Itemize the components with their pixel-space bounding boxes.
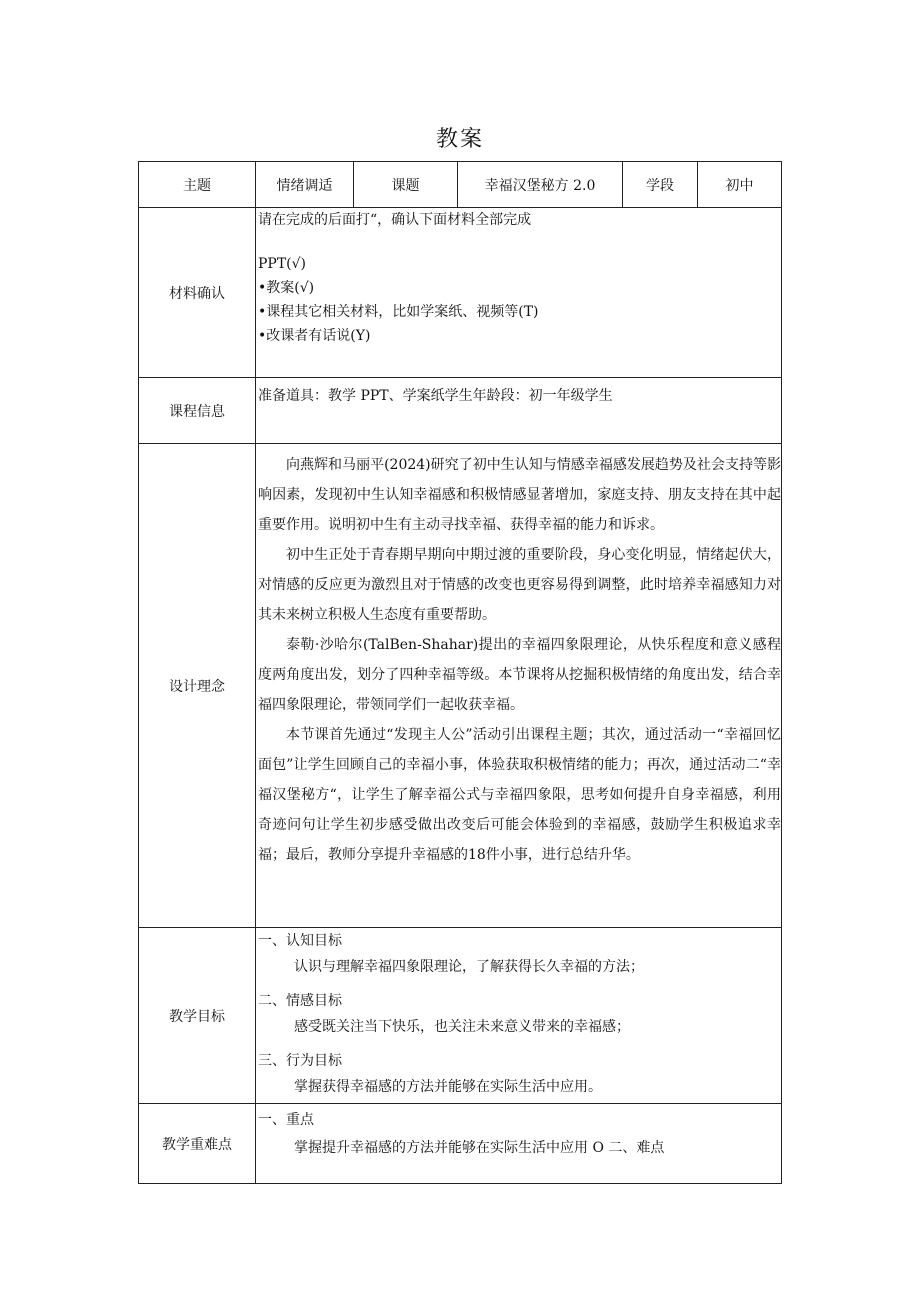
key-points-text: 掌握提升幸福感的方法并能够在实际生活中应用 O 二、难点 [294, 1140, 665, 1156]
objective-behavioral-heading: 三、行为目标 [258, 1053, 342, 1069]
materials-item-lesson-plan: •教案(√) [258, 280, 315, 296]
lesson-plan-table [138, 161, 782, 1184]
design-paragraph-4: 本节课首先通过“发现主人公”活动引出课程主题；其次，通过活动一“幸福回忆面包”让学生回顾自己的幸福小事，体验获取积极情绪的能力；再次，通过活动二“幸福汉堡秘方“，让学生了解幸福公式与幸福四象限，思考如何提升自身幸福感，利用奇迹问句让学生初步感受做出改变后可能会体验到的幸福感，鼓励学生积极追求幸福；最后，教师分享提升幸福感的18件小事，进行总结升华。 [258, 727, 781, 863]
objective-emotional-heading: 二、情感目标 [258, 993, 342, 1009]
design-paragraph-1: 向燕辉和马丽平(2024)研究了初中生认知与情感幸福感发展趋势及社会支持等影响因素，发现初中生认知幸福感和积极情感显著增加，家庭支持、朋友支持在其中起重要作用。说明初中生有主动寻找幸福、获得幸福的能力和诉求。 [258, 457, 781, 533]
materials-instruction: 请在完成的后面打“，确认下面材料全部完成 [258, 212, 532, 228]
objectives-label: 教学目标 [139, 928, 256, 1104]
course-info-text: 准备道具：教学 PPT、学案纸学生年龄段：初一年级学生 [258, 388, 613, 404]
objectives-row [139, 928, 782, 1104]
design-paragraph-3: 泰勒·沙哈尔(TalBen-Shahar)提出的幸福四象限理论，从快乐程度和意义感程度两角度出发，划分了四种幸福等级。本节课将从挖掘积极情绪的角度出发，结合幸福四象限理论，带领同学们一起收获幸福。 [258, 637, 781, 713]
objective-emotional-text: 感受既关注当下快乐，也关注未来意义带来的幸福感； [294, 1019, 630, 1035]
course-info-label: 课程信息 [139, 378, 256, 444]
objective-cognitive-heading: 一、认知目标 [258, 933, 342, 949]
objectives-content [256, 928, 782, 1104]
design-content [256, 444, 782, 928]
design-paragraph-2: 初中生正处于青春期早期向中期过渡的重要阶段，身心变化明显，情绪起伏大，对情感的反应更为激烈且对于情感的改变也更容易得到调整，此时培养幸福感知力对其未来树立积极人生态度有重要帮助。 [258, 547, 781, 623]
lesson-label: 课题 [354, 162, 458, 208]
key-points-row [139, 1104, 782, 1184]
materials-item-ppt: PPT(√) [258, 256, 307, 272]
objective-behavioral-text: 掌握获得幸福感的方法并能够在实际生活中应用。 [294, 1079, 602, 1095]
objective-cognitive-text: 认识与理解幸福四象限理论，了解获得长久幸福的方法； [294, 959, 644, 975]
header-row [139, 162, 782, 208]
key-points-heading: 一、重点 [258, 1112, 314, 1128]
stage-value: 初中 [698, 162, 782, 208]
course-info-content [256, 378, 782, 444]
materials-item-reviewer-notes: •改课者有话说(Y) [258, 328, 371, 344]
page-title: 教案 [435, 127, 484, 152]
design-row [139, 444, 782, 928]
key-points-label: 教学重难点 [139, 1104, 256, 1184]
materials-item-related: •课程其它相关材料，比如学案纸、视频等(T) [258, 304, 539, 320]
lesson-value: 幸福汉堡秘方 2.0 [458, 162, 623, 208]
design-label: 设计理念 [139, 444, 256, 928]
topic-label: 主题 [139, 162, 256, 208]
course-info-row [139, 378, 782, 444]
topic-value: 情绪调适 [256, 162, 354, 208]
materials-label: 材料确认 [139, 208, 256, 378]
materials-row [139, 208, 782, 378]
key-points-content [256, 1104, 782, 1184]
stage-label: 学段 [623, 162, 698, 208]
materials-content [256, 208, 782, 378]
